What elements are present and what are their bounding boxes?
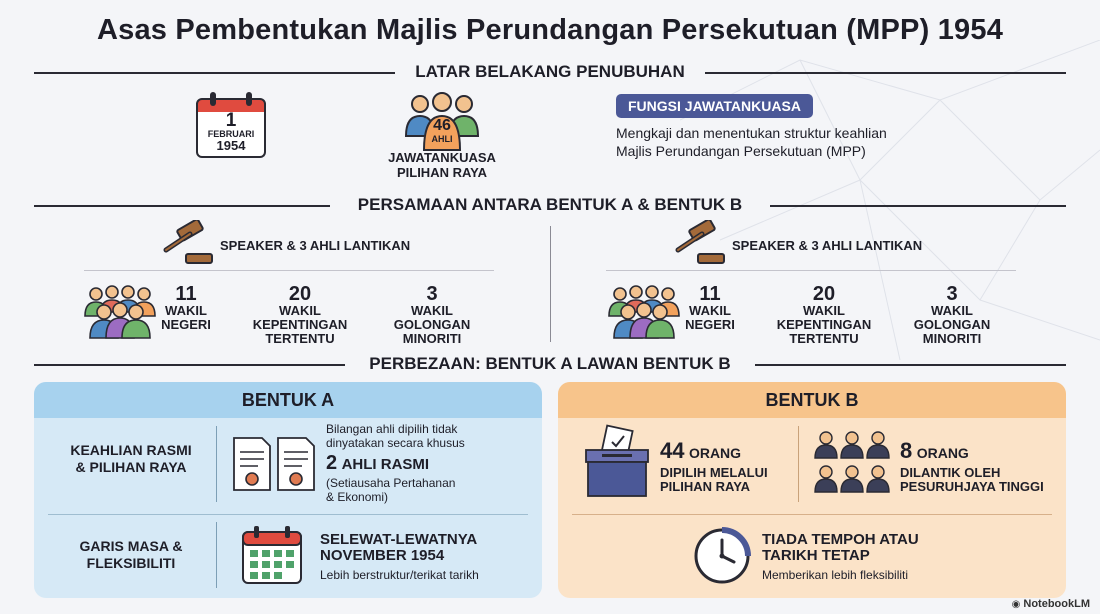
group-minoriti-right: 3 WAKIL GOLONGAN MINORITI xyxy=(913,283,991,346)
speaker-text-left: SPEAKER & 3 AHLI LANTIKAN xyxy=(220,238,411,253)
group-kepentingan-left: 20 WAKIL KEPENTINGAN TERTENTU xyxy=(252,283,348,346)
bentuk-a-header: BENTUK A xyxy=(34,382,542,418)
bentuk-a-deadline-sub: Lebih berstruktur/terikat tarikh xyxy=(320,568,479,582)
bentuk-b-timeline: TIADA TEMPOH ATAU TARIKH TETAP xyxy=(762,531,919,564)
calendar-year: 1954 xyxy=(216,138,246,153)
section-title-similarities: PERSAMAAN ANTARA BENTUK A & BENTUK B xyxy=(330,195,770,215)
section-title-background: LATAR BELAKANG PENUBUHAN xyxy=(395,62,705,82)
calendar-icon xyxy=(196,92,266,160)
bentuk-b-divider xyxy=(798,426,799,502)
committee-label: JAWATANKUASA PILIHAN RAYA xyxy=(388,150,496,180)
group-kepentingan-right: 20 WAKIL KEPENTINGAN TERTENTU xyxy=(776,283,872,346)
bentuk-b-appointed: 8 ORANG DILANTIK OLEH PESURUHJAYA TINGGI xyxy=(900,438,1044,494)
clock-icon xyxy=(690,524,754,588)
gavel-icon xyxy=(156,220,216,266)
gavel-icon xyxy=(668,220,728,266)
bentuk-a-row1-detail: (Setiausaha Pertahanan & Ekonomi) xyxy=(326,476,456,504)
function-badge: FUNGSI JAWATANKUASA xyxy=(616,94,813,118)
crowd-icon xyxy=(606,282,682,340)
section-title-differences: PERBEZAAN: BENTUK A LAWAN BENTUK B xyxy=(345,354,755,374)
notebook-logo-icon: ◉ xyxy=(1011,599,1021,610)
similarity-divider xyxy=(550,226,551,342)
officials-icon xyxy=(812,430,892,500)
calendar-month: FEBRUARI xyxy=(207,129,255,139)
bentuk-a-row2-label: GARIS MASA & FLEKSIBILITI xyxy=(79,538,183,571)
bentuk-a-row-rule xyxy=(48,514,528,515)
bentuk-b-panel xyxy=(558,382,1066,598)
crowd-icon xyxy=(82,282,158,340)
group-wakil-negeri-right: 11 WAKIL NEGERI xyxy=(685,283,735,332)
bentuk-b-header: BENTUK B xyxy=(558,382,1066,418)
committee-people-icon xyxy=(402,90,482,152)
bentuk-a-divider xyxy=(216,426,217,502)
function-text: Mengkaji dan menentukan struktur keahlian Majlis Perundangan Persekutuan (MPP) xyxy=(616,125,887,159)
speaker-text-right: SPEAKER & 3 AHLI LANTIKAN xyxy=(732,238,923,253)
bentuk-a-panel xyxy=(34,382,542,598)
bentuk-a-deadline: SELEWAT-LEWATNYA NOVEMBER 1954 xyxy=(320,531,478,564)
bentuk-b-row-rule xyxy=(572,514,1052,515)
bentuk-a-official-count: 2 AHLI RASMI xyxy=(326,452,430,474)
bentuk-b-elected: 44 ORANG DIPILIH MELALUI PILIHAN RAYA xyxy=(660,438,768,494)
bentuk-a-row1-label: KEAHLIAN RASMI & PILIHAN RAYA xyxy=(70,442,192,475)
similarity-rule-left xyxy=(84,270,494,271)
group-wakil-negeri-left: 11 WAKIL NEGERI xyxy=(161,283,211,332)
certificate-icon xyxy=(230,434,320,494)
page-title: Asas Pembentukan Majlis Perundangan Persekutuan (MPP) 1954 xyxy=(96,14,1004,46)
calendar-day: 1 xyxy=(225,110,237,131)
calendar-grid-icon xyxy=(240,524,304,586)
group-minoriti-left: 3 WAKIL GOLONGAN MINORITI xyxy=(393,283,471,346)
bentuk-a-row1-note: Bilangan ahli dipilih tidak dinyatakan secara khusus xyxy=(326,422,465,450)
ballot-box-icon xyxy=(582,424,652,500)
committee-count: 46 xyxy=(433,117,451,134)
bentuk-a-divider xyxy=(216,522,217,588)
committee-unit: AHLI xyxy=(431,134,453,144)
brand-watermark: ◉ NotebookLM xyxy=(1011,598,1090,610)
similarity-rule-right xyxy=(606,270,1016,271)
bentuk-b-timeline-sub: Memberikan lebih fleksibiliti xyxy=(762,568,909,582)
